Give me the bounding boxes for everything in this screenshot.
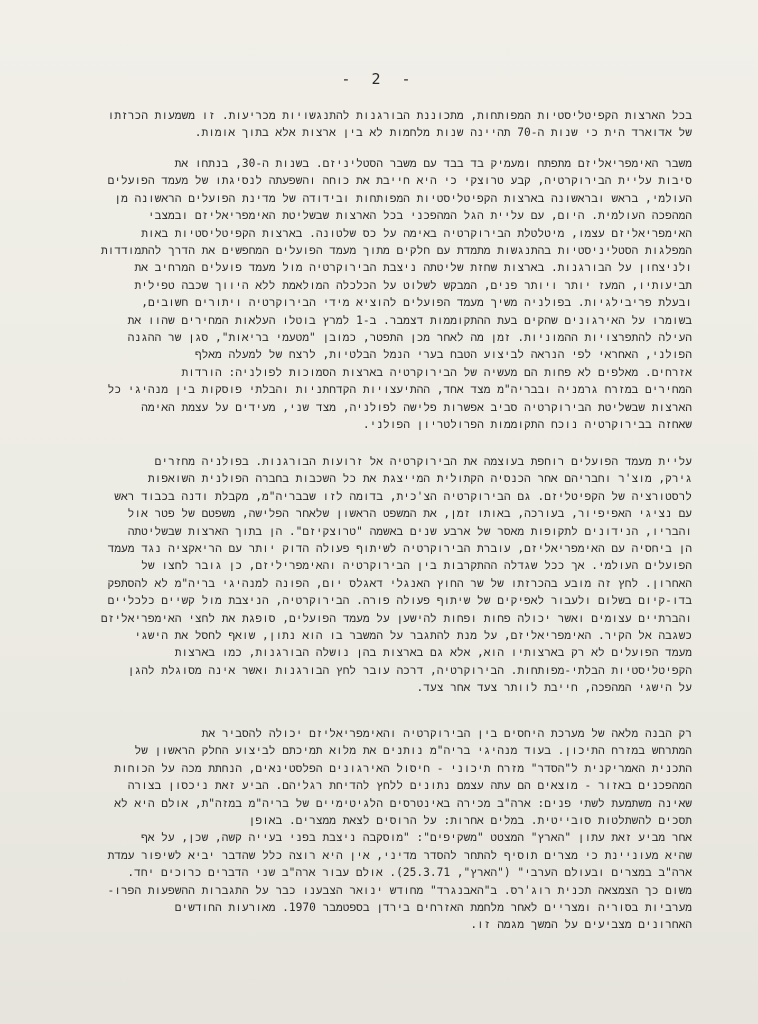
text-line: המהפכנים באזור - מוצאים הם עתה עצמם נתונים ללחץ להדיחת רגליהם. הביע זאת ניכסון בצורה (127, 779, 692, 793)
text-line: שהיא מעוניינת כי מצרים תוסיף להתחר להסדר מדיני, אין היא רוצה כלל שהדבר יביא לשיפור עמדת (107, 848, 692, 862)
paragraph-bureaucracy-bourgeoisie (92, 453, 692, 697)
text-line: בדו-קיום בשלום ולעבור לאפיקים של שיתוף פעולה פורה. הבירוקרטיה, הניצבת מול קשיים כלכליים (107, 594, 692, 608)
text-line: הן ביחסיה עם האימפריאליזם, עוברת הבירוקרטיה לשיתוף פעולה הדוק יותר עם הריאקציה נגד מעמד (107, 542, 692, 556)
text-line: סיבות עליית הבירוקרטיה, קבע טרוצקי כי היא חייבת את כוחה והשפעתה לנסיגתו של מעמד הפועלים (107, 174, 692, 188)
text-line: עם נציגי האפיפיור, בעורכה, באותו זמן, את המשפט הראשון שלאחר הפלישה, משפטם של פטר אול (127, 507, 692, 521)
text-line: לרסטורציה של הקפיטליזם. גם הבירוקרטיה הצ'כית, בדומה לזו שבבריה"מ, מקבלת ודנה בכבוד ראש (114, 489, 692, 503)
paragraph-crisis-stalinism (92, 155, 692, 434)
text-line: האימפריאליזם עצמו, מיטלטלת הבירוקרטיה באימה על כס שלטונה. בארצות הקפיטליסטיות באות (141, 226, 692, 240)
text-line: המהפכה העולמית. היום, עם עליית הגל המהפכני בכל הארצות שבשליטת האימפריאליזם ובמצבי (147, 209, 692, 223)
text-line: ולניצחון על הבורגנות. בארצות שחזת שליטתה ניצבת הבירוקרטיה מול מעמד פועלים המרחיב את (134, 261, 692, 275)
text-line: והברתיים עצומים ואשר יכולה פחות ופחות להישען על מעמד הפועלים, סופגת את לחצי האימפריאליזם (100, 611, 692, 625)
text-line: העולמי, בראש ובראשונה בארצות הקפיטליסטיות המפותחות ובידודה של מדינת הפועלים הראשונה מן (114, 191, 692, 205)
paragraph-middle-east (92, 725, 692, 934)
text-line: אזרחים. מאלפים לא פחות הם מעשיה של הבירוקרטיה בארצות הסמוכות לפולניה: הורדות (181, 365, 692, 379)
text-line: המפלגות הסטליניסטיות בהתנגשות מתמדת עם חלקים מתוך מעמד הפועלים המחפשים את הדרך להתמודדות (100, 244, 692, 258)
text-line: ארה"ב במצרים ובעולם הערבי" ("הארץ", 25.3.71). אולם עבור ארה"ב שני הדברים כרוכים יחד. (127, 866, 692, 880)
text-line: עליית מעמד הפועלים רוחפת בעוצמה את הבירוקרטיה אל זרועות הבורגנות. בפולניה מחזרים (154, 455, 692, 468)
text-line: שאינה משתמעת לשתי פנים: ארה"ב מכירה באינטרסים הלגיטימיים של בריה"מ במזה"ת, אולם היא לא (114, 796, 692, 810)
text-line: האחרון. לחץ זה מובע בהכרזתו של שר החוץ האנגלי דאגלס יום, הפונה למנהיגי בריה"מ לא להסתפק (107, 576, 692, 590)
text-line: הקפיטליסטיות הבלתי-מפותחות. הבירוקרטיה, דרכה עובר לחץ הבורגנות ואשר אינה מסוגלת להגן (127, 663, 692, 677)
text-line: רק הבנה מלאה של מערכת היחסים בין הבירוקרטיה והאימפריאליזם יכולה להסביר את (201, 727, 692, 740)
text-line: שאחזה בבירוקרטיה נוכח התקוממות הפרולטריון הפולני. (362, 418, 692, 432)
text-line: האחרונים מצביעים על המשך מגמה זו. (470, 918, 692, 932)
text-line: מערביות בסוריה ומצריים לאחר מלחמת האזרחים בירדן בספטמבר 1970. מאורעות החודשים (174, 901, 692, 915)
text-line: הארצות שבשליטת הבירוקרטיה סביב אפשרות פלישה לפולניה, מצד שני, מעידים על עצמת האימה (141, 400, 692, 414)
text-line: ובעלת פריבילגיות. בפולניה משיך מעמד הפועלים להוציא מידי הבירוקרטיה ויתורים חשובים, (141, 296, 692, 310)
text-line: והבריו, הנידונים לתקופות מאסר של ארבע שנים באשמה "טרוצקיזם". הן בתוך הארצות שבשליטתה (127, 524, 692, 538)
text-line: הפועלים העולמי. אך ככל שגדלה ההתקרבות בין הבירוקרטיה והאימפריליזם, כן גובר לחצו של (141, 559, 692, 573)
text-line: העילה להתפרצויות ההמוניות. זמן מה לאחר מכן התפטר, כמובן "מטעמי בריאות", סגן שר ההגנה (127, 331, 692, 345)
text-line: גירק, מוצ'ר וחבריהם אחר הכנסיה הקתולית המייצגת את כל השכבות בחברה הפולנית השואפות (147, 472, 692, 486)
text-line: של אדוארד הית כי שנות ה-70 תהיינה שנות מלחמות לא בין ארצות אלא בתוך אומות. (194, 126, 692, 140)
text-line: הפולני, האחראי לפי הנראה לביצוע הטבח בערי הנמל הבלטיות, לרצח של למעלה מאלף (194, 348, 692, 362)
text-line: כשגבה אל הקיר. האימפריאליזם, על מנת להתגבר על המשבר בו הוא נתון, שואף לחסל את הישגי (134, 629, 692, 643)
text-line: התכנית האמריקנית ל"הסדר" מזרח תיכוני - חיסול האירגונים הפלסטינאים, הנחתת מכה על הכוחות (114, 761, 692, 775)
text-line: על הישגי המהפכה, חייבת לוותר צעד אחר צעד. (416, 681, 692, 695)
text-line: תביעותיו, המעז יותר ויותר פנים, המבקש לשלוט על הכלכלה המולאמת ללא היווך שכבה טפילית (134, 278, 692, 292)
text-line: תסכים להשתלטות סובייטית. במלים אחרות: על הרוסים לצאת ממצרים. באופן (248, 814, 692, 828)
text-line: משבר האימפריאליזם מתפתח ומעמיק בד בבד עם משבר הסטליניזם. בשנות ה-30, בנתחו את (174, 157, 692, 170)
text-line: המחירים במזרח גרמניה ובבריה"מ מצד אחד, ההתיעצויות הקדחתניות והבלתי פוסקות בין מנהיגי כל (107, 383, 692, 397)
text-line: בכל הארצות הקפיטליסטיות המפותחות, מתכוננת הבורגנות להתנגשויות מכריעות. זו משמעות הכרזתו (107, 109, 692, 122)
paragraph-intro (92, 107, 692, 142)
text-line: מעמד הפועלים לא רק בארצותיו הוא, אלא גם בארצות בהן נושלה הבורגנות, כמו בארצות (174, 646, 692, 660)
text-line: המתרחש במזרח התיכון. בעוד מנהיגי בריה"מ נותנים את מלוא תמיכתם לביצוע החלק הראשון של (134, 744, 692, 758)
text-line: אחר מביע זאת עתון "הארץ" המצטט "משקיפים": "מוסקבה ניצבת בפני בעייה קשה, שכן, על אף (141, 831, 692, 845)
text-line: בשומרו על האירגונים שהקים בעת ההתקוממות דצמבר. ב-1 למרץ בוטלו העלאות המחירים שהוו את (127, 313, 692, 327)
text-line: משום כך הצמצאה תכנית רוג'רס. ב"האבנגרד" מחודש ינואר הצבענו כבר על התגברות ההשפעות הפרו- (107, 883, 692, 897)
page-number: - 2 - (341, 70, 417, 88)
